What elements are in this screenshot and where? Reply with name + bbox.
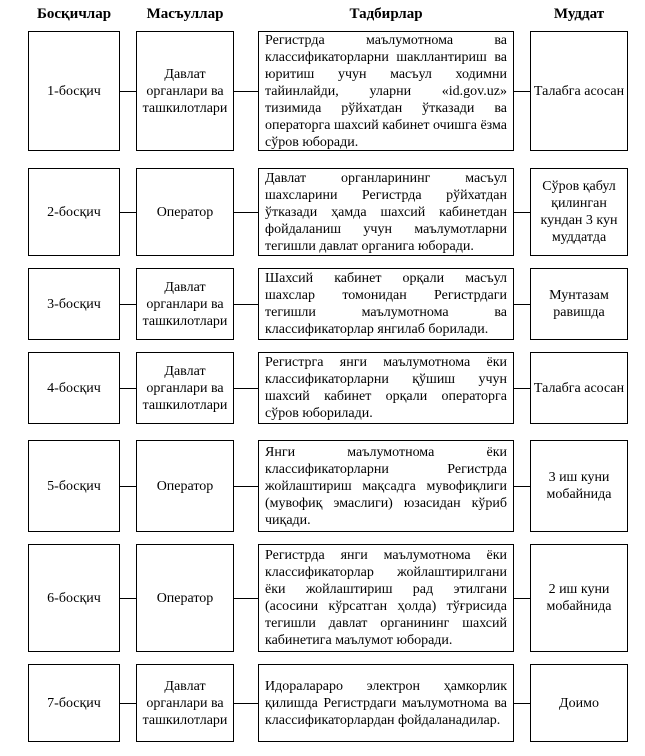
connector-line — [234, 212, 258, 213]
action-text: Идоралараро электрон ҳамкорлик қилишда Регистрдаги маълумотнома ва классификаторлардан фойдаланадилар. — [265, 678, 507, 728]
stage-box: 5-босқич — [28, 440, 120, 532]
action-text: Давлат органларининг масъул шахсларини Регистрда рўйхатдан ўтказади ҳамда шахсий кабинетдан фойдаланиш учун маълумотларни тегишли давлат органига юборади. — [265, 170, 507, 254]
stage-box: 6-босқич — [28, 544, 120, 652]
connector-line — [514, 486, 530, 487]
action-box — [258, 664, 514, 742]
connector-line — [234, 91, 258, 92]
stage-box: 1-босқич — [28, 31, 120, 151]
connector-line — [120, 388, 136, 389]
connector-line — [234, 304, 258, 305]
responsible-box: Давлат органлари ва ташкилотлари — [136, 268, 234, 340]
header-deadline: Муддат — [553, 6, 605, 22]
connector-line — [120, 486, 136, 487]
responsible-box: Оператор — [136, 168, 234, 256]
connector-line — [234, 703, 258, 704]
deadline-box: Доимо — [530, 664, 628, 742]
connector-line — [120, 212, 136, 213]
connector-line — [514, 91, 530, 92]
action-text: Янги маълумотнома ёки классификаторларни Регистрда жойлаштириш мақсадга мувофиқлиги (мувофиқ эмаслиги) юзасидан кўриб чиқади. — [265, 444, 507, 528]
connector-line — [120, 91, 136, 92]
stage-box: 3-босқич — [28, 268, 120, 340]
responsible-box: Давлат органлари ва ташкилотлари — [136, 31, 234, 151]
connector-line — [514, 304, 530, 305]
responsible-box: Оператор — [136, 440, 234, 532]
connector-line — [514, 388, 530, 389]
deadline-box: Талабга асосан — [530, 352, 628, 424]
stage-box: 4-босқич — [28, 352, 120, 424]
action-box — [258, 168, 514, 256]
action-text: Шахсий кабинет орқали масъул шахслар томонидан Регистрдаги тегишли маълумотнома ва классификаторлар янгилаб борилади. — [265, 271, 507, 337]
deadline-box: 2 иш куни мобайнида — [530, 544, 628, 652]
responsible-box: Давлат органлари ва ташкилотлари — [136, 352, 234, 424]
connector-line — [120, 598, 136, 599]
action-box — [258, 440, 514, 532]
deadline-box: Талабга асосан — [530, 31, 628, 151]
action-text: Регистрга янги маълумотнома ёки классификаторларни қўшиш учун шахсий кабинет орқали операторга сўров юборилади. — [265, 355, 507, 421]
action-box — [258, 544, 514, 652]
connector-line — [234, 598, 258, 599]
action-box — [258, 352, 514, 424]
responsible-box: Давлат органлари ва ташкилотлари — [136, 664, 234, 742]
deadline-box: 3 иш куни мобайнида — [530, 440, 628, 532]
connector-line — [514, 703, 530, 704]
header-responsible: Масъуллар — [146, 6, 224, 22]
action-box — [258, 31, 514, 151]
action-text: Регистрда маълумотнома ва классификаторларни шакллантириш ва юритиш учун масъул ходимни тайинлайди, уларни «id.gov.uz» тизимида рўйхатдан ўтказади ва операторга шахсий кабинет очишга ёзма сўров юборади. — [265, 32, 507, 150]
connector-line — [514, 212, 530, 213]
connector-line — [234, 486, 258, 487]
connector-line — [514, 598, 530, 599]
stage-box: 2-босқич — [28, 168, 120, 256]
deadline-box: Мунтазам равишда — [530, 268, 628, 340]
action-box — [258, 268, 514, 340]
header-actions: Тадбирлар — [349, 6, 423, 22]
stage-box: 7-босқич — [28, 664, 120, 742]
header-stages: Босқичлар — [36, 6, 112, 22]
connector-line — [120, 703, 136, 704]
deadline-box: Сўров қабул қилинган кундан 3 кун муддатда — [530, 168, 628, 256]
responsible-box: Оператор — [136, 544, 234, 652]
connector-line — [120, 304, 136, 305]
action-text: Регистрда янги маълумотнома ёки классификаторлар жойлаштирилгани ёки жойлаштириш рад этилгани (асосини кўрсатган ҳолда) тўғрисида тегишли давлат органининг шахсий кабинетига маълумот юборади. — [265, 548, 507, 648]
connector-line — [234, 388, 258, 389]
